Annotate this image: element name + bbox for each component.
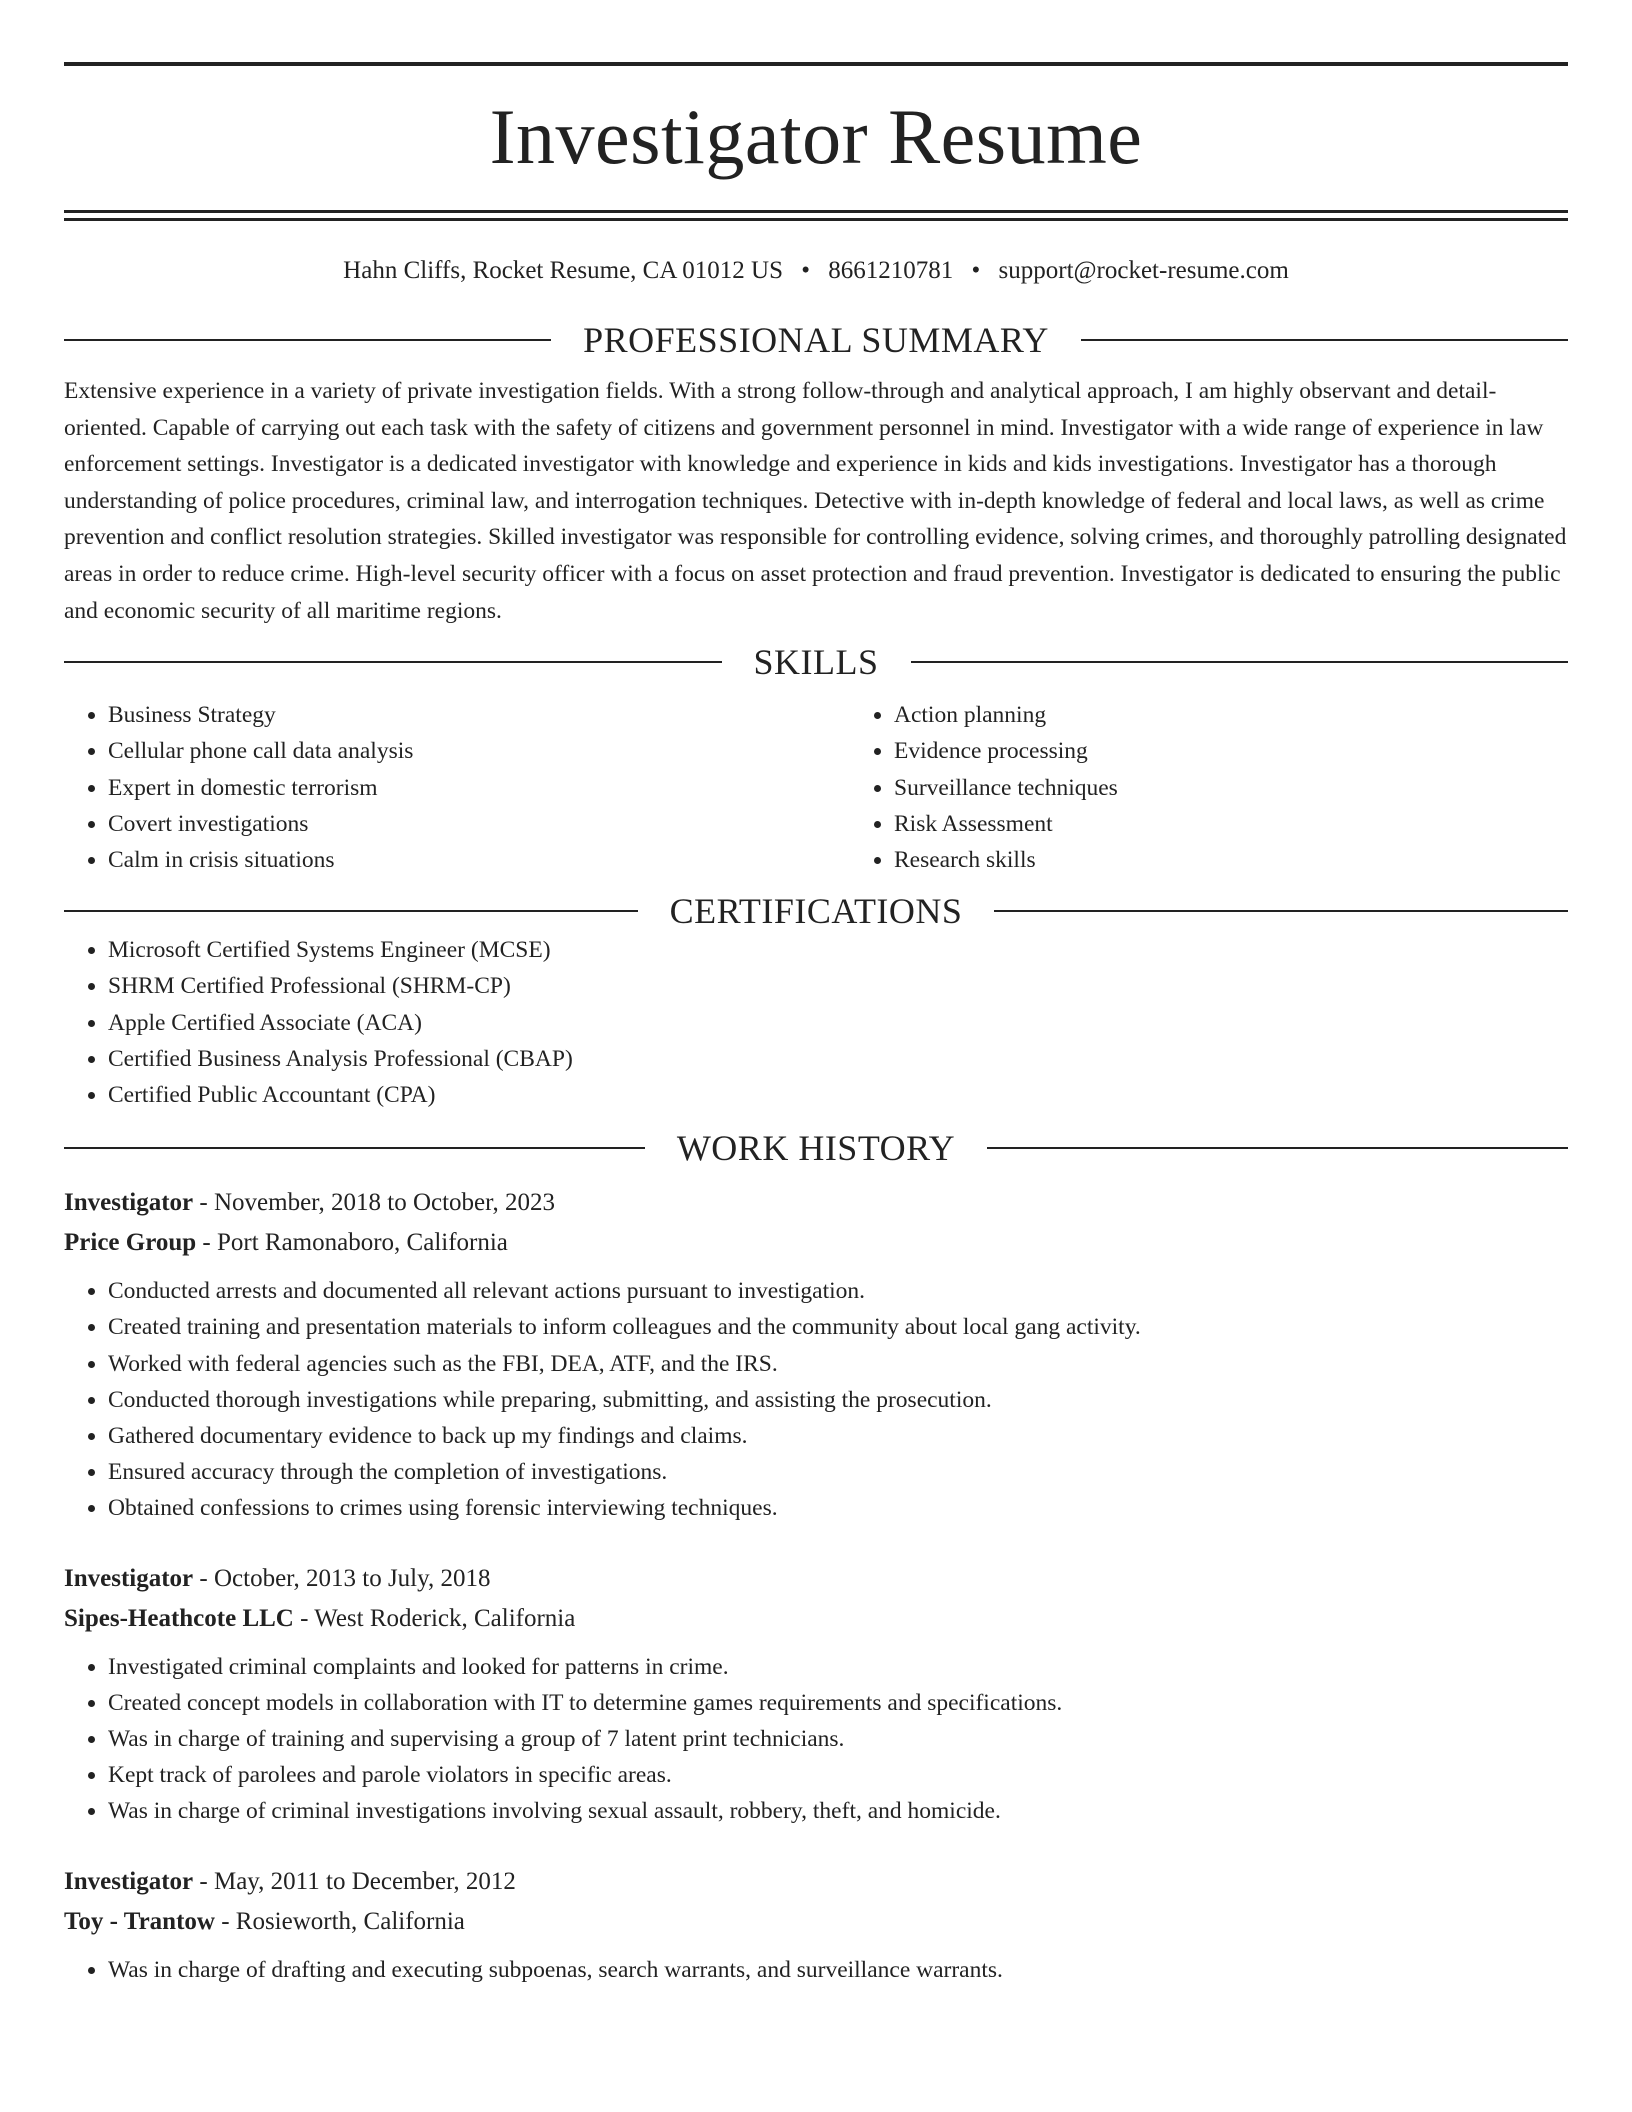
skills-grid [64, 697, 1568, 878]
certification-item: • SHRM Certified Professional (SHRM-CP) [108, 968, 1568, 1004]
job-company-line [64, 1599, 1568, 1639]
divider-line [1081, 339, 1568, 341]
top-rule [64, 62, 1568, 66]
job-duty-item: • Was in charge of training and supervising a group of 7 latent print technicians. [108, 1721, 1568, 1757]
skills-list-right [850, 697, 1568, 878]
contact-line [64, 255, 1568, 287]
contact-separator: • [971, 257, 981, 284]
job-role: Investigator [64, 1867, 194, 1895]
skills-section-header [64, 641, 1568, 683]
skill-item: • Action planning [894, 697, 1568, 733]
divider-line [994, 910, 1568, 912]
divider-line [64, 910, 638, 912]
skill-item: • Covert investigations [108, 806, 850, 842]
job-spacer [64, 1527, 1568, 1559]
job-entry [64, 1559, 1568, 1830]
job-duty-item: • Was in charge of criminal investigations involving sexual assault, robbery, theft, and homicide. [108, 1793, 1568, 1829]
job-dates: - November, 2018 to October, 2023 [193, 1189, 555, 1217]
job-entry [64, 1862, 1568, 1988]
job-role: Investigator [64, 1564, 194, 1592]
contact-separator: • [801, 257, 810, 284]
skill-item: • Expert in domestic terrorism [108, 770, 850, 806]
job-duty-item: • Obtained confessions to crimes using forensic interviewing techniques. [108, 1490, 1568, 1526]
job-role: Investigator [64, 1189, 194, 1217]
skill-item: • Research skills [894, 842, 1568, 878]
summary-text: Extensive experience in a variety of private investigation fields. With a strong follow-through and analytical approach, I am highly observant and detail-oriented. Capable of carrying out each task with the safety of citizens and government personnel in mind. Investigator with a wide range of experience in law enforcement settings. Investigator is a dedicated investigator with knowledge and experience in kids and kids investigations. Investigator has a thorough understanding of police procedures, criminal law, and interrogation techniques. Detective with in-depth knowledge of federal and local laws, as well as crime prevention and conflict resolution strategies. Skilled investigator was responsible for controlling evidence, solving crimes, and thoroughly patrolling designated areas in order to reduce crime. High-level security officer with a focus on asset protection and fraud prevention. Investigator is dedicated to ensuring the public and economic security of all maritime regions. [64, 378, 1567, 624]
job-location: - West Roderick, California [293, 1604, 576, 1632]
contact-phone: 8661210781 [828, 257, 954, 284]
summary-section-header [64, 319, 1568, 361]
title-double-rule [64, 210, 1568, 221]
divider-line [64, 339, 551, 341]
job-location: - Port Ramonaboro, California [196, 1229, 508, 1257]
certification-item: • Apple Certified Associate (ACA) [108, 1005, 1568, 1041]
skill-item: • Business Strategy [108, 697, 850, 733]
divider-line [64, 661, 722, 663]
skills-heading: SKILLS [753, 642, 879, 683]
skills-list-left [64, 697, 850, 878]
certifications-heading: CERTIFICATIONS [669, 891, 963, 932]
job-duty-item: • Conducted arrests and documented all relevant actions pursuant to investigation. [108, 1273, 1568, 1309]
skill-item: • Risk Assessment [894, 806, 1568, 842]
job-company: Sipes-Heathcote LLC [64, 1604, 294, 1632]
job-title-line [64, 1862, 1568, 1902]
job-duty-item: • Conducted thorough investigations while preparing, submitting, and assisting the prosecution. [108, 1382, 1568, 1418]
job-title-line [64, 1183, 1568, 1223]
job-duty-item: • Created concept models in collaboration with IT to determine games requirements and specifications. [108, 1685, 1568, 1721]
job-dates: - October, 2013 to July, 2018 [193, 1564, 491, 1592]
job-company-line [64, 1902, 1568, 1942]
certification-item: • Certified Public Accountant (CPA) [108, 1077, 1568, 1113]
job-duty-item: • Gathered documentary evidence to back up my findings and claims. [108, 1418, 1568, 1454]
job-duty-item: • Was in charge of drafting and executing subpoenas, search warrants, and surveillance warrants. [108, 1952, 1568, 1988]
job-spacer [64, 1830, 1568, 1862]
job-company: Toy - Trantow [64, 1907, 215, 1935]
skill-item: • Evidence processing [894, 733, 1568, 769]
certifications-section-header [64, 890, 1568, 932]
certifications-list [64, 932, 1568, 1113]
work-section-header [64, 1127, 1568, 1169]
skill-item: • Surveillance techniques [894, 770, 1568, 806]
summary-heading: PROFESSIONAL SUMMARY [583, 320, 1049, 360]
job-entry [64, 1183, 1568, 1526]
certification-item: • Microsoft Certified Systems Engineer (MCSE) [108, 932, 1568, 968]
certification-item: • Certified Business Analysis Professional (CBAP) [108, 1041, 1568, 1077]
skill-item: • Cellular phone call data analysis [108, 733, 850, 769]
job-company-line [64, 1223, 1568, 1263]
job-duties-list [64, 1649, 1568, 1830]
divider-line [64, 1147, 645, 1149]
divider-line [987, 1147, 1568, 1149]
job-duty-item: • Kept track of parolees and parole violators in specific areas. [108, 1757, 1568, 1793]
contact-email: support@rocket-resume.com [998, 257, 1289, 284]
contact-address: Hahn Cliffs, Rocket Resume, CA 01012 US [343, 257, 783, 284]
job-location: - Rosieworth, California [214, 1907, 465, 1935]
job-duty-item: • Investigated criminal complaints and looked for patterns in crime. [108, 1649, 1568, 1685]
job-duties-list [64, 1273, 1568, 1526]
divider-line [911, 661, 1569, 663]
job-duty-item: • Worked with federal agencies such as the FBI, DEA, ATF, and the IRS. [108, 1346, 1568, 1382]
job-duties-list [64, 1952, 1568, 1988]
page-title: Investigator Resume [489, 93, 1143, 180]
job-duty-item: • Ensured accuracy through the completion of investigations. [108, 1454, 1568, 1490]
job-duty-item: • Created training and presentation materials to inform colleagues and the community about local gang activity. [108, 1309, 1568, 1345]
job-title-line [64, 1559, 1568, 1599]
job-company: Price Group [64, 1229, 197, 1257]
work-heading: WORK HISTORY [676, 1128, 956, 1169]
skill-item: • Calm in crisis situations [108, 842, 850, 878]
job-dates: - May, 2011 to December, 2012 [193, 1867, 516, 1895]
